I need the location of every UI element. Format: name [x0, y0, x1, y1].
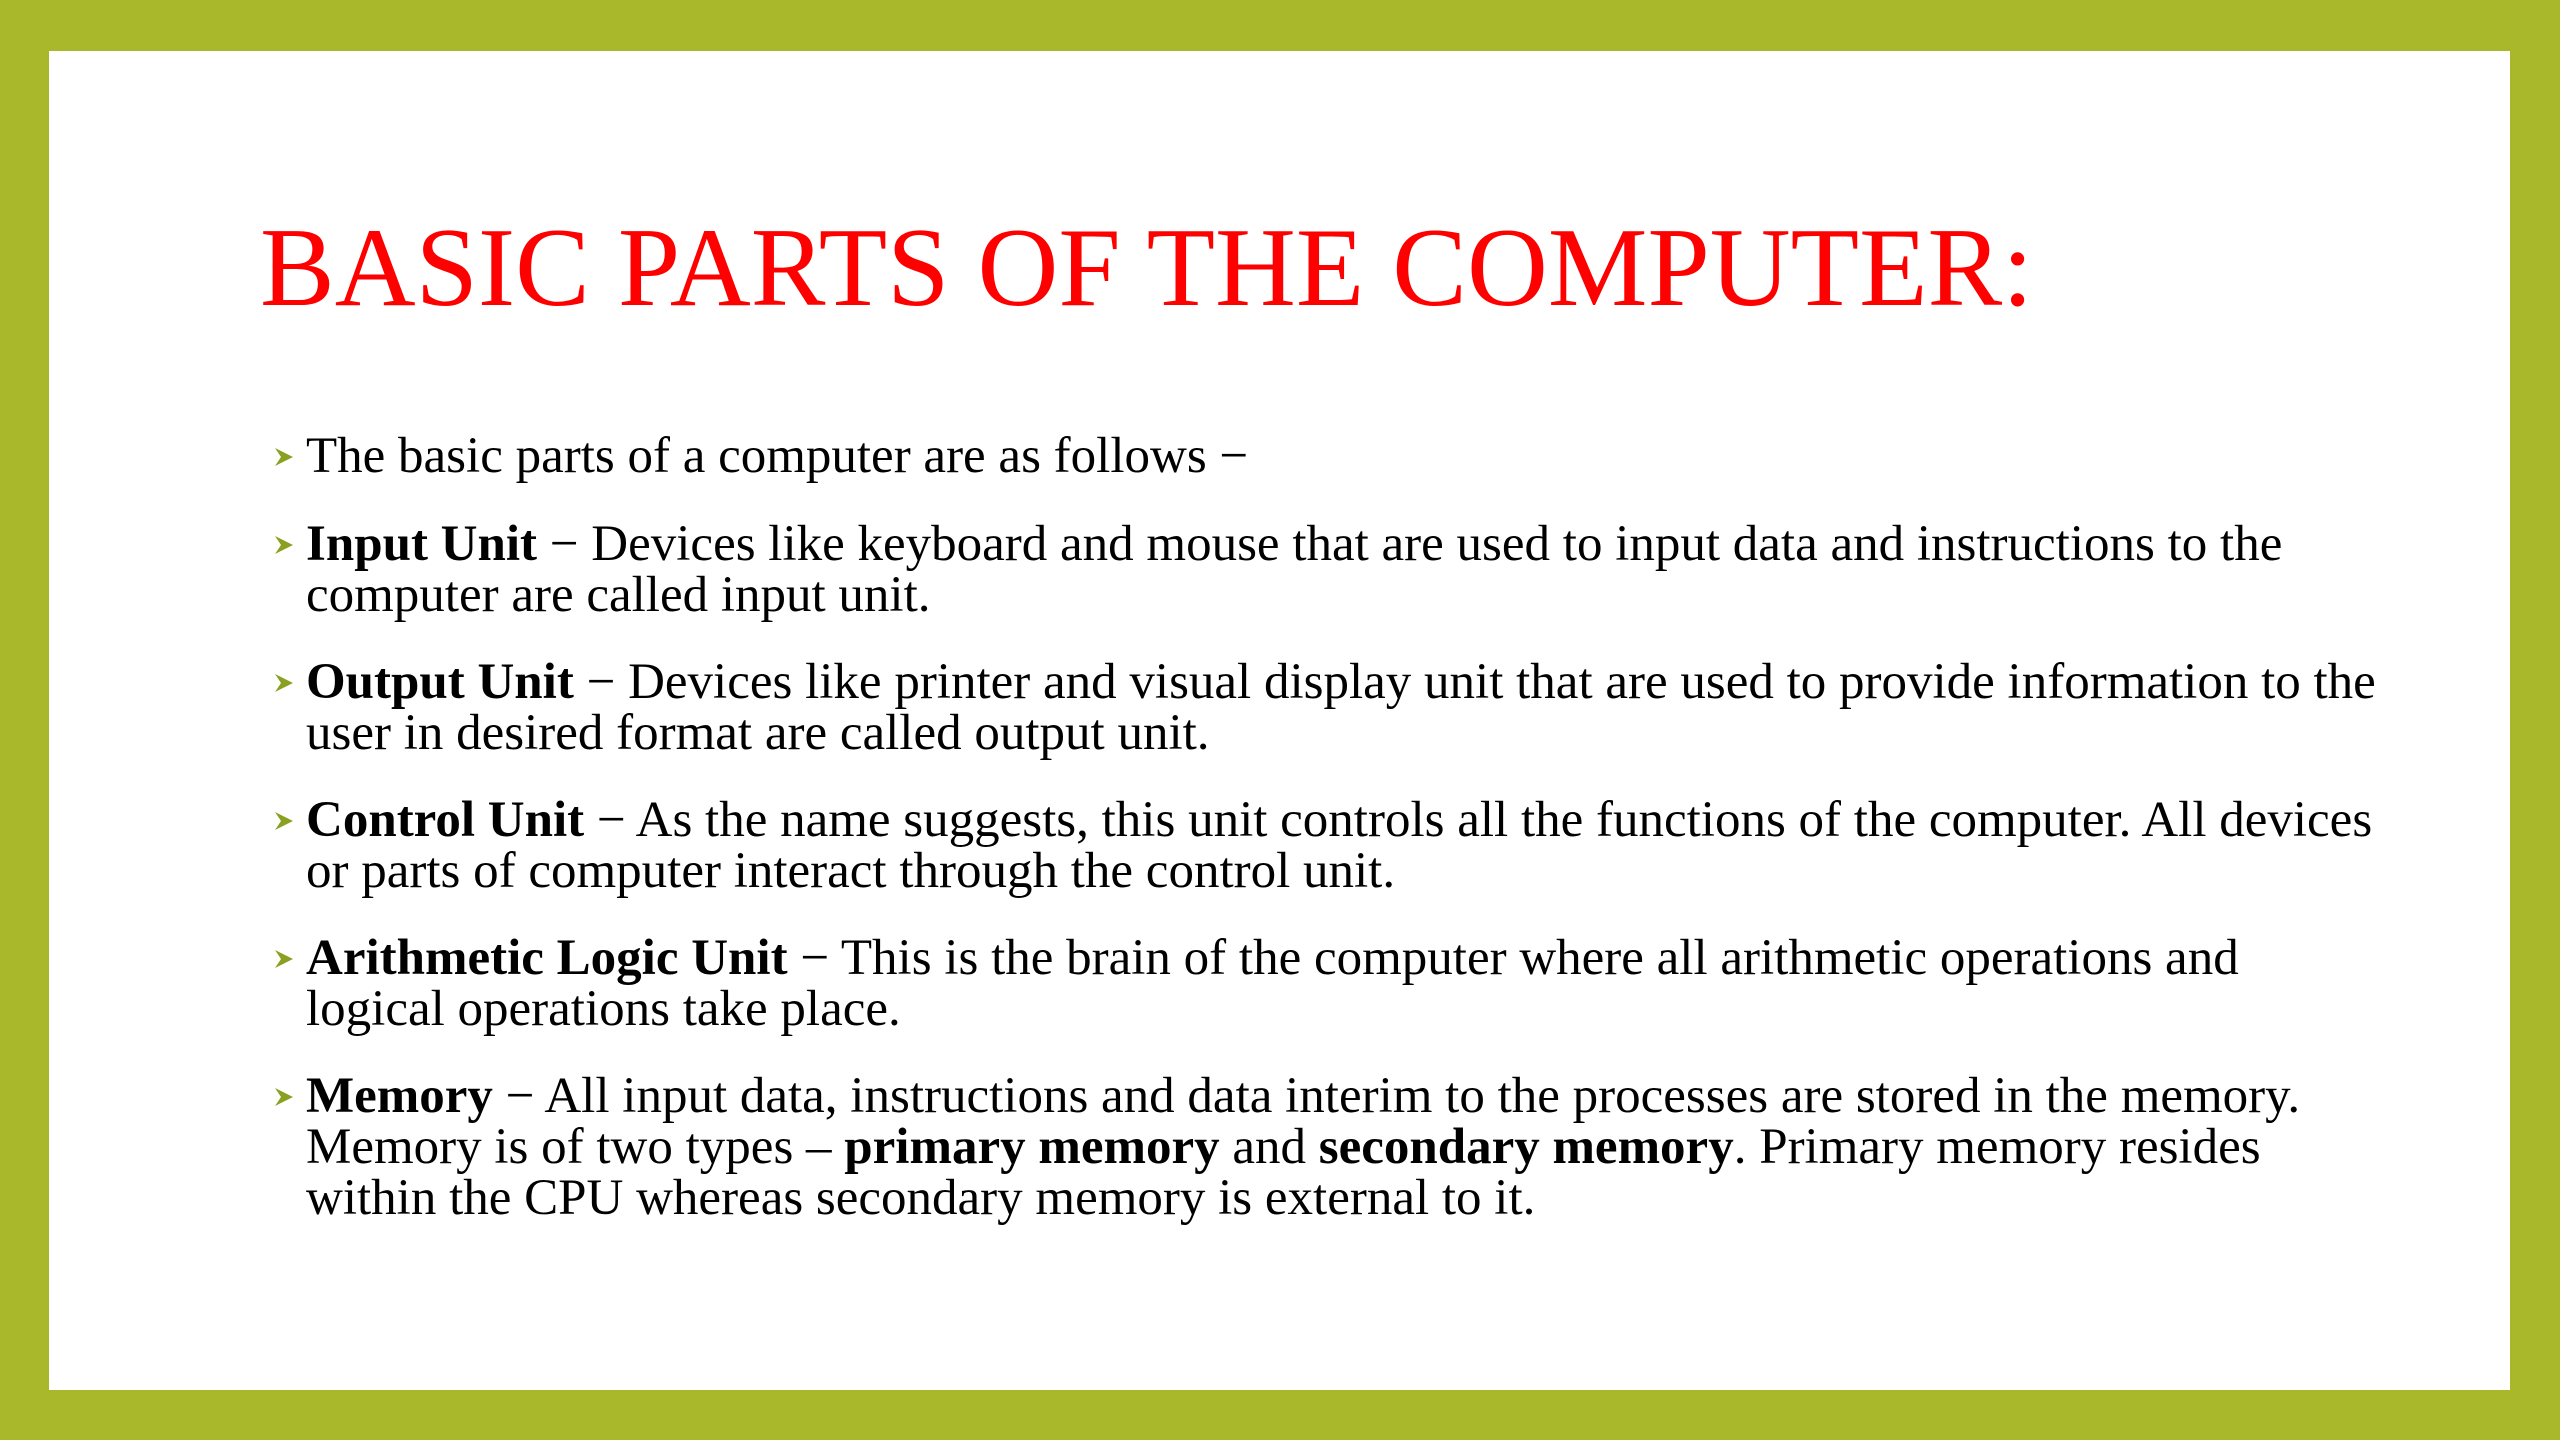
arrowhead-bullet-icon — [273, 431, 303, 482]
list-item — [273, 930, 2383, 1037]
arrowhead-bullet-icon — [273, 519, 303, 570]
arrowhead-bullet-icon — [273, 933, 303, 984]
term-control-unit: Control Unit — [306, 792, 585, 848]
slide-title: BASIC PARTS OF THE COMPUTER: — [260, 206, 2034, 330]
arrowhead-bullet-icon — [273, 795, 303, 846]
term-output-unit: Output Unit — [306, 654, 574, 710]
term-memory: Memory — [306, 1068, 493, 1124]
definition-input-unit: − Devices like keyboard and mouse that are used to input data and instructions to the computer are called input unit. — [306, 516, 2283, 623]
arrowhead-bullet-icon — [273, 657, 303, 708]
list-item — [273, 654, 2383, 761]
definition-output-unit: − Devices like printer and visual display unit that are used to provide information to the user in desired format are called output unit. — [306, 654, 2376, 761]
bullet-list — [273, 428, 2383, 1260]
definition-memory-part-2: and — [1219, 1119, 1319, 1175]
intro-text: The basic parts of a computer are as follows − — [306, 428, 1249, 484]
arrowhead-bullet-icon — [273, 1071, 303, 1122]
definition-alu: − This is the brain of the computer where all arithmetic operations and logical operations take place. — [306, 930, 2239, 1037]
term-secondary-memory: secondary memory — [1318, 1119, 1734, 1175]
list-item — [273, 792, 2383, 899]
term-primary-memory: primary memory — [844, 1119, 1220, 1175]
slide — [49, 51, 2510, 1390]
list-item — [273, 516, 2383, 623]
term-input-unit: Input Unit — [306, 516, 538, 572]
list-item — [273, 1068, 2383, 1226]
list-item — [273, 428, 2383, 484]
definition-control-unit: − As the name suggests, this unit controls all the functions of the computer. All devices or parts of computer interact through the control unit. — [306, 792, 2373, 899]
term-alu: Arithmetic Logic Unit — [306, 930, 788, 986]
definition-memory-part-1: − All input data, instructions and data interim to the processes are stored in the memory. Memory is of two types – — [306, 1068, 2301, 1175]
definition-memory-part-3: . Primary memory resides within the CPU whereas secondary memory is external to it. — [306, 1119, 2261, 1226]
